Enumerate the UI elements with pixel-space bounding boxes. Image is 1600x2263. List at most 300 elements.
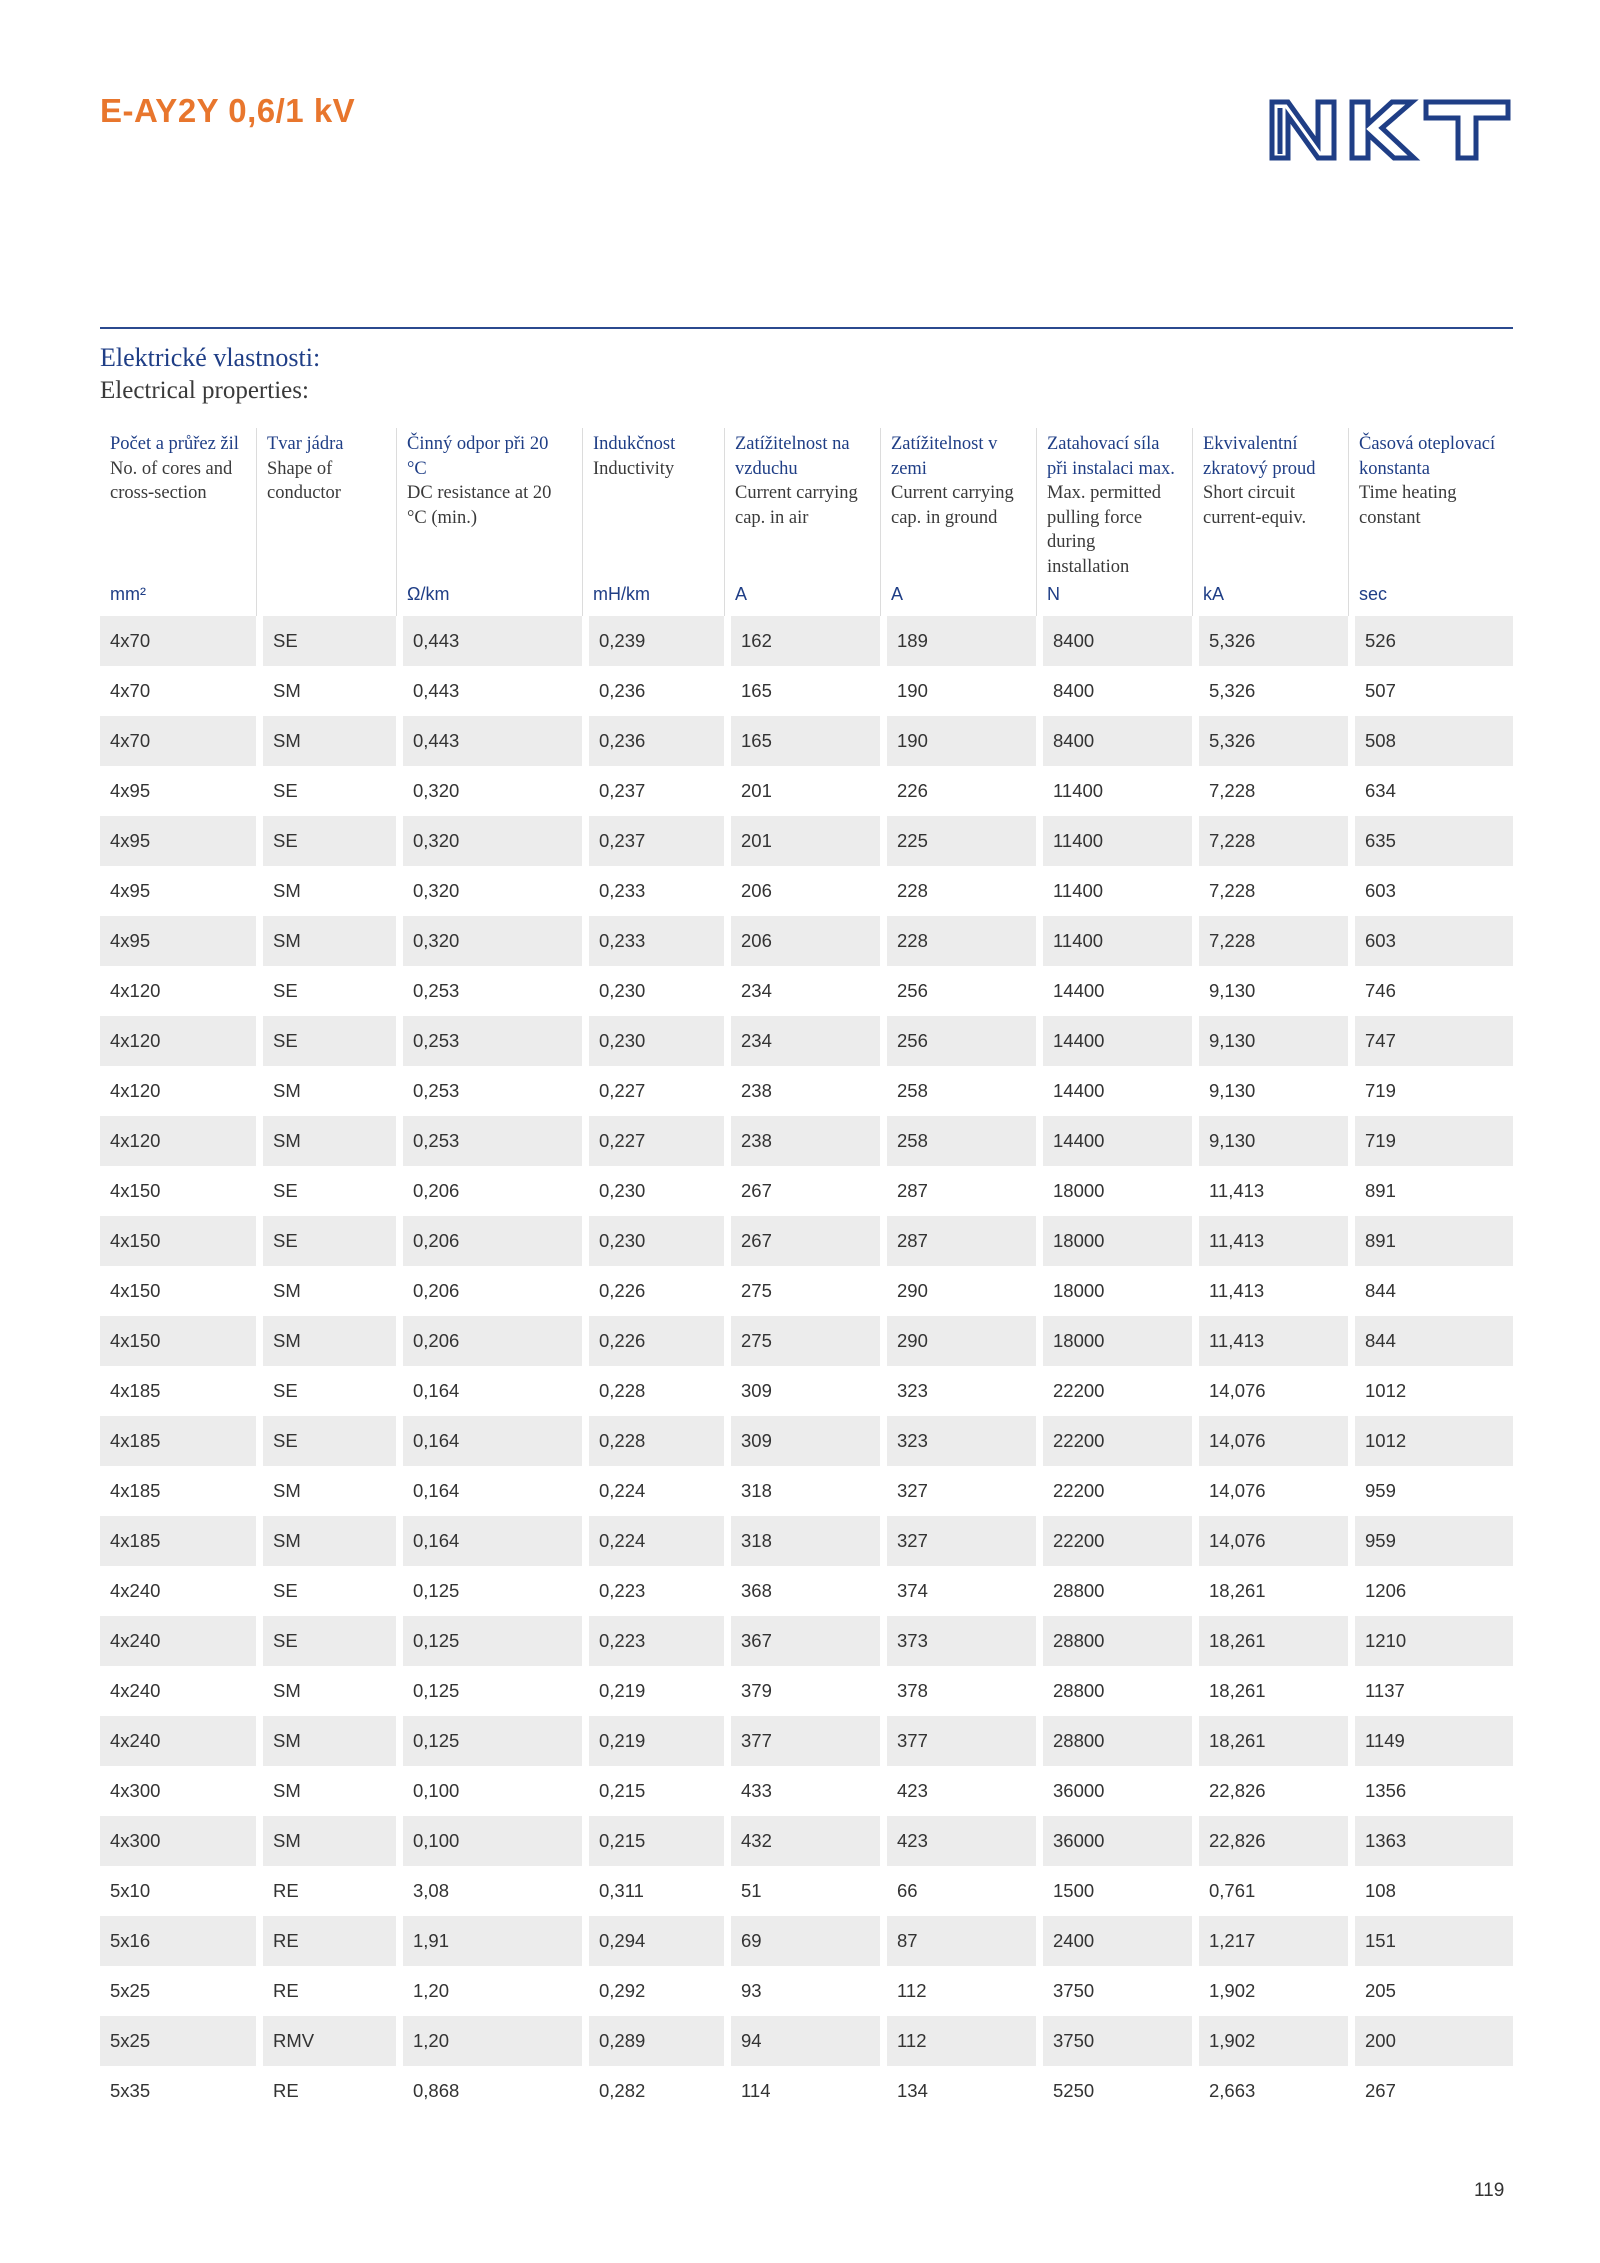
table-cell: 309 — [724, 1416, 880, 1466]
table-cell: 0,233 — [582, 916, 724, 966]
table-cell: 18,261 — [1192, 1616, 1348, 1666]
table-cell: 0,125 — [396, 1716, 582, 1766]
table-cell: 190 — [880, 666, 1036, 716]
table-cell: 9,130 — [1192, 966, 1348, 1016]
table-cell: 11,413 — [1192, 1216, 1348, 1266]
table-cell: 18000 — [1036, 1166, 1192, 1216]
table-cell: 8400 — [1036, 716, 1192, 766]
table-cell: 190 — [880, 716, 1036, 766]
column-header-en: Time heating constant — [1359, 483, 1457, 528]
column-header — [724, 428, 880, 616]
table-cell: 228 — [880, 866, 1036, 916]
table-cell: 0,320 — [396, 816, 582, 866]
table-cell: 0,227 — [582, 1066, 724, 1116]
table-cell: SE — [256, 1416, 396, 1466]
table-row — [100, 1316, 1513, 1366]
table-cell: 0,224 — [582, 1516, 724, 1566]
column-header-en: No. of cores and cross-section — [110, 458, 233, 503]
table-cell: SM — [256, 866, 396, 916]
table-cell: 4x240 — [100, 1666, 256, 1716]
table-cell: 746 — [1348, 966, 1513, 1016]
table-row — [100, 1016, 1513, 1066]
table-cell: 508 — [1348, 716, 1513, 766]
table-cell: RE — [256, 2066, 396, 2116]
table-row — [100, 1216, 1513, 1266]
table-row — [100, 1816, 1513, 1866]
table-cell: 151 — [1348, 1916, 1513, 1966]
table-cell: 0,223 — [582, 1566, 724, 1616]
table-cell: 526 — [1348, 616, 1513, 666]
table-cell: 959 — [1348, 1466, 1513, 1516]
table-cell: 0,868 — [396, 2066, 582, 2116]
table-cell: 267 — [724, 1216, 880, 1266]
table-cell: 18000 — [1036, 1266, 1192, 1316]
table-cell: 0,253 — [396, 966, 582, 1016]
table-cell: 433 — [724, 1766, 880, 1816]
table-cell: 1500 — [1036, 1866, 1192, 1916]
table-row — [100, 1066, 1513, 1116]
table-cell: 22200 — [1036, 1416, 1192, 1466]
table-cell: 267 — [724, 1166, 880, 1216]
section-title-en: Electrical properties: — [100, 377, 309, 404]
table-cell: 423 — [880, 1766, 1036, 1816]
table-cell: 0,236 — [582, 666, 724, 716]
table-cell: 4x150 — [100, 1166, 256, 1216]
table-cell: 11,413 — [1192, 1166, 1348, 1216]
table-cell: 5x16 — [100, 1916, 256, 1966]
table-cell: 378 — [880, 1666, 1036, 1716]
table-cell: 11,413 — [1192, 1316, 1348, 1366]
column-header-cz: Počet a průřez žil — [110, 434, 239, 454]
table-cell: 0,253 — [396, 1016, 582, 1066]
table-row — [100, 1616, 1513, 1666]
table-cell: 22200 — [1036, 1366, 1192, 1416]
column-header-en: Inductivity — [593, 458, 675, 479]
table-cell: 4x70 — [100, 716, 256, 766]
table-cell: 114 — [724, 2066, 880, 2116]
table-row — [100, 1916, 1513, 1966]
table-cell: 1,20 — [396, 2016, 582, 2066]
table-cell: SE — [256, 616, 396, 666]
table-cell: 4x240 — [100, 1566, 256, 1616]
table-cell: 28800 — [1036, 1616, 1192, 1666]
table-cell: SE — [256, 1016, 396, 1066]
table-cell: 11400 — [1036, 816, 1192, 866]
column-unit: mH/km — [593, 583, 650, 604]
table-cell: 234 — [724, 1016, 880, 1066]
table-cell: RE — [256, 1866, 396, 1916]
table-cell: 4x150 — [100, 1216, 256, 1266]
table-cell: 7,228 — [1192, 866, 1348, 916]
table-cell: 0,228 — [582, 1416, 724, 1466]
table-cell: 267 — [1348, 2066, 1513, 2116]
table-cell: 234 — [724, 966, 880, 1016]
document-title: E-AY2Y 0,6/1 kV — [100, 92, 356, 129]
column-unit: Ω/km — [407, 583, 450, 604]
column-unit: A — [735, 583, 748, 604]
table-cell: 8400 — [1036, 616, 1192, 666]
table-cell: 4x185 — [100, 1416, 256, 1466]
table-cell: 226 — [880, 766, 1036, 816]
table-cell: 4x70 — [100, 666, 256, 716]
table-cell: 7,228 — [1192, 766, 1348, 816]
table-cell: 4x120 — [100, 1016, 256, 1066]
table-cell: 5x25 — [100, 1966, 256, 2016]
table-cell: 36000 — [1036, 1766, 1192, 1816]
table-cell: 367 — [724, 1616, 880, 1666]
column-unit: mm² — [110, 583, 146, 604]
table-cell: 0,239 — [582, 616, 724, 666]
table-cell: 7,228 — [1192, 816, 1348, 866]
table-cell: 4x185 — [100, 1466, 256, 1516]
column-unit: N — [1047, 583, 1060, 604]
table-cell: 2400 — [1036, 1916, 1192, 1966]
table-cell: 112 — [880, 1966, 1036, 2016]
table-cell: 377 — [880, 1716, 1036, 1766]
table-cell: 14,076 — [1192, 1466, 1348, 1516]
table-cell: 323 — [880, 1416, 1036, 1466]
table-cell: 205 — [1348, 1966, 1513, 2016]
table-cell: 0,237 — [582, 766, 724, 816]
table-cell: 0,227 — [582, 1116, 724, 1166]
table-cell: 1,217 — [1192, 1916, 1348, 1966]
table-cell: 11400 — [1036, 866, 1192, 916]
table-cell: SM — [256, 1066, 396, 1116]
table-cell: SM — [256, 916, 396, 966]
table-cell: 0,320 — [396, 766, 582, 816]
table-cell: 165 — [724, 666, 880, 716]
table-cell: 18000 — [1036, 1216, 1192, 1266]
column-header — [1036, 428, 1192, 616]
table-cell: 0,311 — [582, 1866, 724, 1916]
column-unit: sec — [1359, 583, 1388, 604]
table-row — [100, 1366, 1513, 1416]
column-unit: kA — [1203, 583, 1225, 604]
table-cell: 318 — [724, 1466, 880, 1516]
table-cell: 0,761 — [1192, 1866, 1348, 1916]
column-header-en: Current carrying cap. in air — [735, 483, 858, 528]
table-cell: 8400 — [1036, 666, 1192, 716]
table-cell: 0,233 — [582, 866, 724, 916]
table-cell: 432 — [724, 1816, 880, 1866]
table-row — [100, 1516, 1513, 1566]
table-row — [100, 1766, 1513, 1816]
table-cell: 162 — [724, 616, 880, 666]
table-cell: SM — [256, 1516, 396, 1566]
table-cell: 69 — [724, 1916, 880, 1966]
column-header-cz: Časová oteplovací konstanta — [1359, 434, 1496, 479]
table-cell: 0,223 — [582, 1616, 724, 1666]
table-cell: 0,320 — [396, 916, 582, 966]
table-cell: 11,413 — [1192, 1266, 1348, 1316]
table-cell: 0,443 — [396, 666, 582, 716]
table-cell: 0,125 — [396, 1666, 582, 1716]
table-cell: 379 — [724, 1666, 880, 1716]
table-row — [100, 1266, 1513, 1316]
table-cell: SE — [256, 816, 396, 866]
table-cell: 14400 — [1036, 1066, 1192, 1116]
table-cell: 4x300 — [100, 1766, 256, 1816]
nkt-logo — [1268, 98, 1512, 162]
table-cell: 22200 — [1036, 1466, 1192, 1516]
table-row — [100, 1466, 1513, 1516]
table-cell: 287 — [880, 1166, 1036, 1216]
table-cell: 4x95 — [100, 916, 256, 966]
table-cell: 1137 — [1348, 1666, 1513, 1716]
table-cell: 747 — [1348, 1016, 1513, 1066]
table-cell: 0,237 — [582, 816, 724, 866]
table-cell: 4x240 — [100, 1716, 256, 1766]
table-cell: 844 — [1348, 1316, 1513, 1366]
table-row — [100, 1566, 1513, 1616]
table-header-row — [100, 428, 1513, 616]
table-cell: 0,125 — [396, 1566, 582, 1616]
table-row — [100, 2016, 1513, 2066]
table-cell: 0,230 — [582, 1216, 724, 1266]
table-cell: 5x25 — [100, 2016, 256, 2066]
table-cell: 238 — [724, 1066, 880, 1116]
table-cell: 189 — [880, 616, 1036, 666]
table-cell: 0,125 — [396, 1616, 582, 1666]
table-cell: 201 — [724, 816, 880, 866]
table-cell: SE — [256, 766, 396, 816]
table-cell: 0,292 — [582, 1966, 724, 2016]
table-cell: RMV — [256, 2016, 396, 2066]
table-cell: 1,902 — [1192, 1966, 1348, 2016]
table-cell: 1012 — [1348, 1416, 1513, 1466]
table-cell: 0,230 — [582, 1016, 724, 1066]
table-row — [100, 1116, 1513, 1166]
table-cell: 258 — [880, 1066, 1036, 1116]
table-cell: 206 — [724, 866, 880, 916]
table-cell: 368 — [724, 1566, 880, 1616]
column-header — [396, 428, 582, 616]
table-cell: RE — [256, 1916, 396, 1966]
table-cell: 4x70 — [100, 616, 256, 666]
table-cell: 0,226 — [582, 1266, 724, 1316]
table-cell: 28800 — [1036, 1566, 1192, 1616]
table-cell: 0,206 — [396, 1316, 582, 1366]
table-row — [100, 1866, 1513, 1916]
table-cell: 603 — [1348, 916, 1513, 966]
table-cell: 507 — [1348, 666, 1513, 716]
table-cell: 66 — [880, 1866, 1036, 1916]
table-cell: 1,902 — [1192, 2016, 1348, 2066]
table-row — [100, 1416, 1513, 1466]
table-cell: 0,206 — [396, 1166, 582, 1216]
table-cell: 11400 — [1036, 766, 1192, 816]
table-cell: 327 — [880, 1466, 1036, 1516]
table-cell: 1210 — [1348, 1616, 1513, 1666]
table-cell: 87 — [880, 1916, 1036, 1966]
table-cell: 959 — [1348, 1516, 1513, 1566]
table-cell: 0,228 — [582, 1366, 724, 1416]
table-cell: 14400 — [1036, 966, 1192, 1016]
table-cell: 290 — [880, 1316, 1036, 1366]
column-header-cz: Zatahovací síla při instalaci max. — [1047, 434, 1175, 479]
table-cell: 256 — [880, 966, 1036, 1016]
table-cell: 134 — [880, 2066, 1036, 2116]
table-cell: 4x185 — [100, 1516, 256, 1566]
table-cell: SM — [256, 1816, 396, 1866]
table-cell: 4x300 — [100, 1816, 256, 1866]
table-cell: 719 — [1348, 1116, 1513, 1166]
table-cell: 0,230 — [582, 966, 724, 1016]
table-cell: 374 — [880, 1566, 1036, 1616]
table-cell: 14,076 — [1192, 1366, 1348, 1416]
table-cell: SE — [256, 1616, 396, 1666]
table-cell: 200 — [1348, 2016, 1513, 2066]
table-cell: SM — [256, 1466, 396, 1516]
table-cell: 258 — [880, 1116, 1036, 1166]
column-header — [582, 428, 724, 616]
table-cell: SM — [256, 1316, 396, 1366]
table-cell: 5250 — [1036, 2066, 1192, 2116]
table-cell: 4x120 — [100, 966, 256, 1016]
table-row — [100, 666, 1513, 716]
table-cell: 4x150 — [100, 1266, 256, 1316]
table-cell: 165 — [724, 716, 880, 766]
column-header-cz: Indukčnost — [593, 434, 676, 454]
table-cell: 4x95 — [100, 816, 256, 866]
table-cell: 238 — [724, 1116, 880, 1166]
column-header — [100, 428, 256, 616]
table-cell: 0,219 — [582, 1666, 724, 1716]
table-cell: 1149 — [1348, 1716, 1513, 1766]
table-cell: 1363 — [1348, 1816, 1513, 1866]
column-header — [1192, 428, 1348, 616]
table-cell: 377 — [724, 1716, 880, 1766]
table-cell: 309 — [724, 1366, 880, 1416]
table-cell: 4x240 — [100, 1616, 256, 1666]
table-cell: 323 — [880, 1366, 1036, 1416]
table-cell: 327 — [880, 1516, 1036, 1566]
table-cell: 891 — [1348, 1216, 1513, 1266]
table-cell: 18000 — [1036, 1316, 1192, 1366]
column-header — [880, 428, 1036, 616]
table-cell: 14400 — [1036, 1116, 1192, 1166]
table-cell: 14,076 — [1192, 1516, 1348, 1566]
table-row — [100, 866, 1513, 916]
table-cell: SE — [256, 966, 396, 1016]
table-cell: 14400 — [1036, 1016, 1192, 1066]
table-cell: 3,08 — [396, 1866, 582, 1916]
table-cell: 634 — [1348, 766, 1513, 816]
table-cell: 2,663 — [1192, 2066, 1348, 2116]
table-cell: 3750 — [1036, 2016, 1192, 2066]
table-cell: 423 — [880, 1816, 1036, 1866]
table-cell: 18,261 — [1192, 1716, 1348, 1766]
table-row — [100, 2066, 1513, 2116]
table-cell: 287 — [880, 1216, 1036, 1266]
table-cell: 0,100 — [396, 1816, 582, 1866]
table-cell: SM — [256, 666, 396, 716]
table-cell: 201 — [724, 766, 880, 816]
table-cell: 3750 — [1036, 1966, 1192, 2016]
table-cell: 225 — [880, 816, 1036, 866]
table-cell: 9,130 — [1192, 1116, 1348, 1166]
table-cell: 0,253 — [396, 1066, 582, 1116]
table-row — [100, 716, 1513, 766]
electrical-properties-table — [100, 428, 1513, 2116]
table-cell: 0,164 — [396, 1466, 582, 1516]
table-cell: 108 — [1348, 1866, 1513, 1916]
table-row — [100, 1966, 1513, 2016]
table-cell: SM — [256, 1766, 396, 1816]
table-cell: 0,219 — [582, 1716, 724, 1766]
table-cell: 275 — [724, 1316, 880, 1366]
table-cell: 28800 — [1036, 1666, 1192, 1716]
table-cell: 0,224 — [582, 1466, 724, 1516]
table-cell: 0,230 — [582, 1166, 724, 1216]
table-cell: 18,261 — [1192, 1666, 1348, 1716]
column-header-cz: Ekvivalentní zkratový proud — [1203, 434, 1316, 479]
table-row — [100, 966, 1513, 1016]
table-cell: 28800 — [1036, 1716, 1192, 1766]
table-cell: 318 — [724, 1516, 880, 1566]
table-cell: 0,206 — [396, 1266, 582, 1316]
table-cell: 14,076 — [1192, 1416, 1348, 1466]
table-cell: 206 — [724, 916, 880, 966]
table-cell: SE — [256, 1166, 396, 1216]
table-cell: SM — [256, 1666, 396, 1716]
table-cell: 5,326 — [1192, 616, 1348, 666]
table-cell: 290 — [880, 1266, 1036, 1316]
table-cell: 94 — [724, 2016, 880, 2066]
table-cell: SE — [256, 1566, 396, 1616]
table-cell: 36000 — [1036, 1816, 1192, 1866]
section-title-cz: Elektrické vlastnosti: — [100, 343, 321, 372]
table-cell: SM — [256, 1716, 396, 1766]
page-number: 119 — [1474, 2180, 1505, 2201]
table-cell: 719 — [1348, 1066, 1513, 1116]
table-cell: SM — [256, 1116, 396, 1166]
table-cell: 22200 — [1036, 1516, 1192, 1566]
table-row — [100, 1166, 1513, 1216]
table-cell: 0,100 — [396, 1766, 582, 1816]
table-cell: 5x10 — [100, 1866, 256, 1916]
table-row — [100, 766, 1513, 816]
table-cell: 0,215 — [582, 1766, 724, 1816]
table-cell: 0,320 — [396, 866, 582, 916]
table-cell: 4x95 — [100, 866, 256, 916]
table-cell: 0,443 — [396, 716, 582, 766]
table-cell: 5,326 — [1192, 716, 1348, 766]
table-cell: 228 — [880, 916, 1036, 966]
column-header-en: Short circuit current-equiv. — [1203, 483, 1307, 528]
table-cell: 7,228 — [1192, 916, 1348, 966]
table-cell: 11400 — [1036, 916, 1192, 966]
table-cell: 0,236 — [582, 716, 724, 766]
table-cell: 4x150 — [100, 1316, 256, 1366]
table-cell: 22,826 — [1192, 1816, 1348, 1866]
table-cell: 4x185 — [100, 1366, 256, 1416]
table-body — [100, 616, 1513, 2116]
table-cell: 4x120 — [100, 1116, 256, 1166]
table-cell: 0,164 — [396, 1366, 582, 1416]
table-cell: 275 — [724, 1266, 880, 1316]
table-cell: 5x35 — [100, 2066, 256, 2116]
table-cell: 635 — [1348, 816, 1513, 866]
table-cell: 891 — [1348, 1166, 1513, 1216]
column-header-cz: Činný odpor při 20 °C — [407, 434, 549, 479]
table-cell: 9,130 — [1192, 1066, 1348, 1116]
table-cell: 0,226 — [582, 1316, 724, 1366]
table-cell: SM — [256, 1266, 396, 1316]
table-cell: 18,261 — [1192, 1566, 1348, 1616]
table-cell: 256 — [880, 1016, 1036, 1066]
column-header-en: DC resistance at 20 °C (min.) — [407, 483, 552, 528]
